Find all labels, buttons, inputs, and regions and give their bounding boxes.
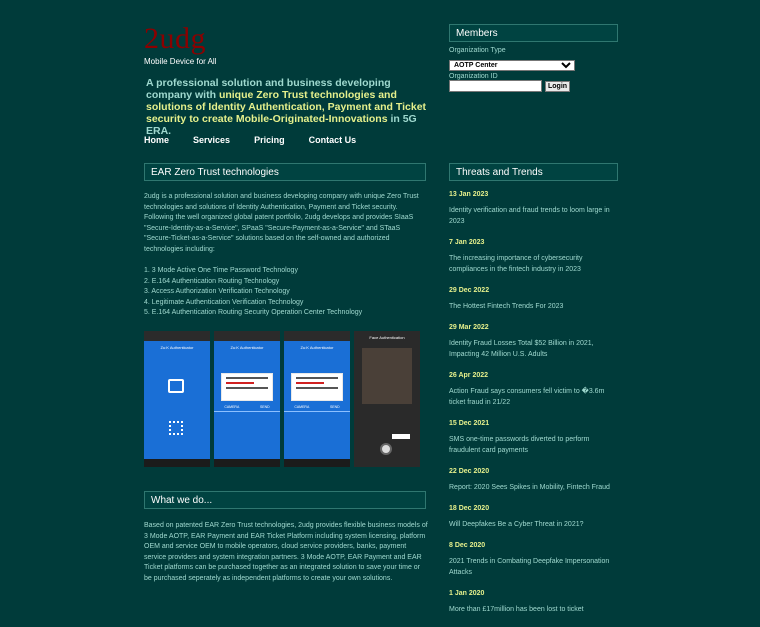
- list-item: 5. E.164 Authentication Routing Security Operation Center Technology: [144, 309, 363, 317]
- login-button[interactable]: Login: [545, 81, 570, 92]
- site-tagline: Mobile Device for All: [144, 57, 217, 66]
- phone-tab-indicator: [214, 411, 280, 412]
- phone-status-bar: [144, 331, 210, 341]
- news-link[interactable]: 2021 Trends in Combating Deepfake Impersonation Attacks: [449, 558, 610, 576]
- nav-contact-us[interactable]: Contact Us: [308, 135, 357, 145]
- section-body-what-we-do: Based on patented EAR Zero Trust technologies, 2udg provides flexible business models of 3 Mode AOTP, EAR Payment and EAR Ticket Platform including system licensing, platform OEM and service OEM to mobile operators, cloud service providers, banks, payment service providers and system integration partners. 3 Mode AOTP, EAR Payment and EAR Ticket platforms can be purchased together as an integrated solution to save your time or be purchased seperately as independent platforms to create your own solutions.: [144, 522, 428, 582]
- news-link[interactable]: The Hottest Fintech Trends For 2023: [449, 303, 564, 310]
- list-item: [449, 287, 619, 312]
- list-item: 1. 3 Mode Active One Time Password Technology: [144, 267, 298, 274]
- news-date: 15 Dec 2021: [449, 420, 490, 427]
- nav-services[interactable]: Services: [193, 135, 231, 145]
- org-id-row: [449, 80, 619, 92]
- section-title-ear-zero-trust: EAR Zero Trust technologies: [144, 163, 426, 181]
- phone-tab-bar: [214, 405, 280, 409]
- phone-nav-bar: [284, 459, 350, 467]
- hero-text-highlight: unique Zero Trust technologies and solutions of Identity Authentication, Payment and Ticket security to create Mobile-Originated-Innovations: [146, 89, 427, 125]
- org-id-label: Organization ID: [449, 73, 498, 80]
- news-link[interactable]: The increasing importance of cybersecurity compliances in the fintech industry in 2023: [449, 255, 583, 273]
- phone-screenshot-otp: [214, 331, 280, 467]
- list-item: [449, 191, 619, 227]
- phone-app-title: Zu:K Authenticator: [300, 345, 334, 350]
- nav-home[interactable]: Home: [144, 135, 170, 145]
- list-item: [449, 420, 619, 456]
- org-type-label: Organization Type: [449, 47, 506, 54]
- list-item: [449, 505, 619, 530]
- main-nav: [144, 135, 380, 145]
- news-date: 7 Jan 2023: [449, 239, 485, 246]
- news-date: 26 Apr 2022: [449, 372, 489, 379]
- phone-input-box: [392, 434, 410, 439]
- device-icon: [168, 379, 184, 393]
- members-title: Members: [449, 24, 618, 42]
- news-date: 18 Dec 2020: [449, 505, 490, 512]
- otp-card: [291, 373, 343, 401]
- capture-button-icon: [380, 443, 392, 455]
- phone-app-title: Zu:K Authenticator: [230, 345, 264, 350]
- phone-status-bar: [214, 331, 280, 341]
- news-list: [449, 191, 619, 627]
- list-item: 4. Legitimate Authentication Verification Technology: [144, 298, 304, 306]
- phone-screenshot-otp-2: [284, 331, 350, 467]
- list-item: [449, 372, 619, 408]
- phone-status-bar: [284, 331, 350, 341]
- news-link[interactable]: Identity verification and fraud trends to loom large in 2023: [449, 207, 610, 225]
- nav-pricing[interactable]: Pricing: [254, 135, 285, 145]
- news-date: 13 Jan 2023: [449, 191, 489, 198]
- list-item: 3. Access Authorization Verification Technology: [144, 288, 290, 296]
- list-item: [449, 590, 619, 615]
- phone-tab-camera: CAMERA: [224, 405, 240, 409]
- phone-screenshot-face: [354, 331, 420, 467]
- phone-nav-bar: [144, 459, 210, 467]
- list-item: 2. E.164 Authentication Routing Technology: [144, 277, 280, 285]
- section-title-what-we-do: What we do...: [144, 491, 426, 509]
- news-title: Threats and Trends: [449, 163, 618, 181]
- phone-tab-bar: [284, 405, 350, 409]
- news-date: 1 Jan 2020: [449, 590, 485, 597]
- qr-code-icon: [169, 421, 183, 435]
- phone-tab-indicator: [284, 411, 350, 412]
- phone-tab-send: SEND: [259, 405, 270, 409]
- list-item: [449, 239, 619, 275]
- news-date: 29 Mar 2022: [449, 324, 489, 331]
- phone-nav-bar: [214, 459, 280, 467]
- site-logo[interactable]: 2udg: [144, 22, 206, 55]
- phone-app-title: Zu:K Authenticator: [160, 345, 194, 350]
- section-body-ear-zero-trust: 2udg is a professional solution and business developing company with unique Zero Trust technologies and solutions of Identity Authentication, Payment and Ticket security. Following the well organized global patent portfolio, 2udg develops and provides SIaaS "Secure-Identity-as-a-Service", SPaaS "Secure-Payment-as-a-Service" and STaaS "Secure-Ticket-as-a-Service" solutions based on the self-owned and authorized technologies including:: [144, 193, 419, 253]
- list-item: [449, 468, 619, 493]
- news-date: 8 Dec 2020: [449, 542, 486, 549]
- news-link[interactable]: Report: 2020 Sees Spikes in Mobility, Fintech Fraud: [449, 484, 610, 491]
- app-screenshots: [144, 331, 424, 467]
- news-link[interactable]: Identity Fraud Losses Total $52 Billion in 2021, Impacting 42 Million U.S. Adults: [449, 340, 594, 358]
- news-link[interactable]: More than £17million has been lost to ticket: [449, 606, 584, 613]
- technology-list: [144, 266, 362, 319]
- news-date: 22 Dec 2020: [449, 468, 490, 475]
- phone-tab-send: SEND: [329, 405, 340, 409]
- face-camera-preview: [362, 348, 412, 404]
- hero-text-part2: in 5G ERA.: [146, 113, 417, 137]
- hero-text: [146, 77, 431, 137]
- otp-card: [221, 373, 273, 401]
- phone-tab-camera: CAMERA: [294, 405, 310, 409]
- phone-app-title: Face Authentication: [369, 335, 405, 340]
- news-link[interactable]: Will Deepfakes Be a Cyber Threat in 2021?: [449, 521, 584, 528]
- news-date: 29 Dec 2022: [449, 287, 490, 294]
- news-link[interactable]: SMS one-time passwords diverted to perform fraudulent card payments: [449, 436, 590, 454]
- login-form: [449, 47, 619, 92]
- list-item: [449, 542, 619, 578]
- list-item: [449, 324, 619, 360]
- hero-text-part1: A professional solution and business developing company with: [146, 77, 391, 101]
- org-type-select[interactable]: [449, 60, 575, 71]
- org-id-input[interactable]: [449, 80, 542, 92]
- phone-screenshot-home: [144, 331, 210, 467]
- news-link[interactable]: Action Fraud says consumers fell victim to �3.6m ticket fraud in 21/22: [449, 388, 605, 406]
